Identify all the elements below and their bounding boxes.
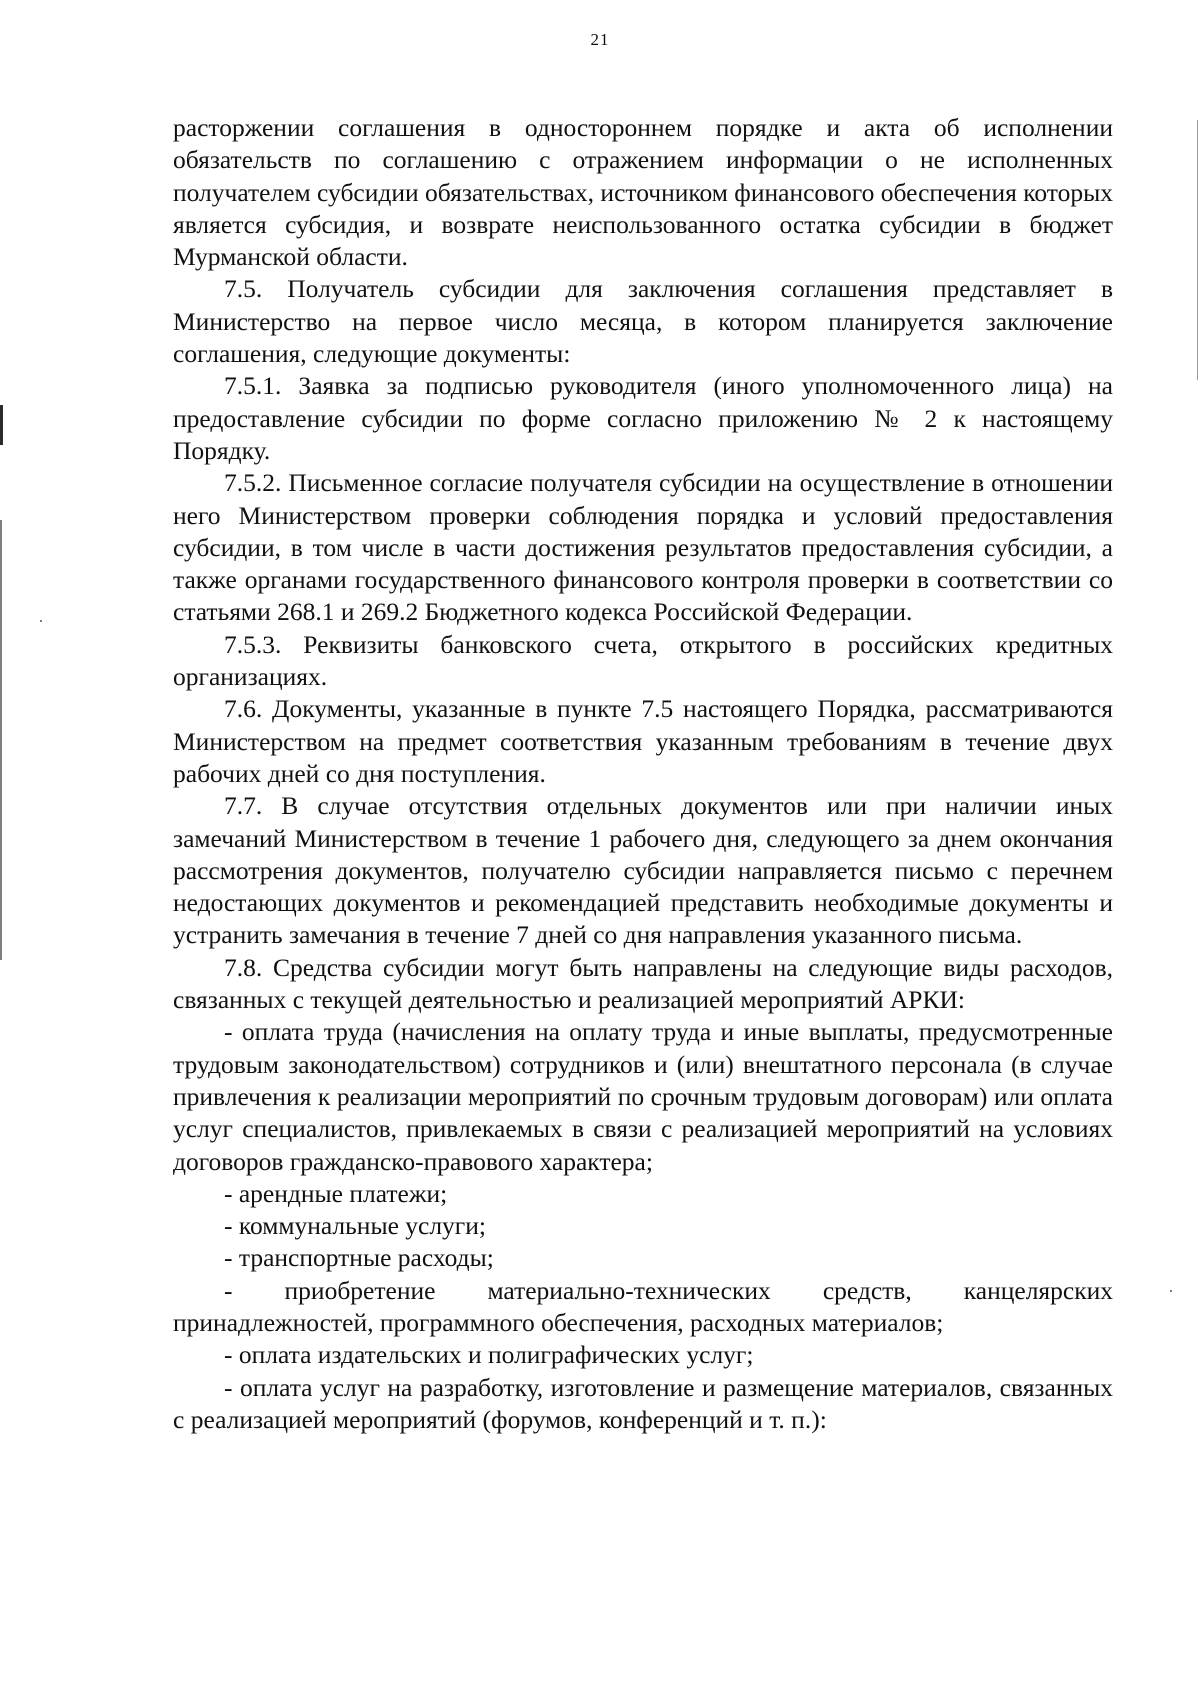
scan-edge-mark	[0, 405, 3, 445]
paragraph-7-5: 7.5. Получатель субсидии для заключения соглашения представляет в Министерство на первое число месяца, в котором планируется заключение соглашения, следующие документы:	[173, 274, 1113, 369]
paragraph-continuation: расторжении соглашения в одностороннем порядке и акта об исполнении обязательств по соглашению с отражением информации о не исполненных получателем субсидии обязательствах, источником финансового обеспечения которых является субсидия, и возврате неиспользованного остатка субсидии в бюджет Мурманской области.	[173, 113, 1113, 272]
list-item-transport: - транспортные расходы;	[224, 1243, 494, 1273]
list-item-labor-payment: - оплата труда (начисления на оплату труда и иные выплаты, предусмотренные трудовым законодательством) сотрудников и (или) внештатного персонала (в случае привлечения к реализации мероприятий по срочным трудовым договорам) или оплата услуг специалистов, привлекаемых в связи с реализацией мероприятий на условиях договоров гражданско-правового характера;	[173, 1017, 1113, 1176]
list-item-printing: - оплата издательских и полиграфических услуг;	[224, 1340, 754, 1370]
paragraph-7-7: 7.7. В случае отсутствия отдельных документов или при наличии иных замечаний Министерством в течение 1 рабочего дня, следующего за днем окончания рассмотрения документов, получателю субсидии направляется письмо с перечнем недостающих документов и рекомендацией представить необходимые документы и устранить замечания в течение 7 дней со дня направления указанного письма.	[173, 791, 1113, 950]
scan-edge-mark	[0, 520, 2, 960]
list-item-rent: - арендные платежи;	[224, 1178, 448, 1208]
paragraph-7-5-1: 7.5.1. Заявка за подписью руководителя (иного уполномоченного лица) на предоставление субсидии по форме согласно приложению № 2 к настоящему Порядку.	[173, 371, 1113, 465]
paragraph-7-5-2: 7.5.2. Письменное согласие получателя субсидии на осуществление в отношении него Министерством проверки соблюдения порядка и условий предоставления субсидии, в том числе в части достижения результатов предоставления субсидии, а также органами государственного финансового контроля проверки в соответствии со статьями 268.1 и 269.2 Бюджетного кодекса Российской Федерации.	[173, 468, 1113, 627]
paragraph-7-5-3: 7.5.3. Реквизиты банковского счета, открытого в российских кредитных организациях.	[173, 629, 1113, 692]
scan-speck	[40, 620, 42, 622]
list-item-materials-development: - оплата услуг на разработку, изготовление и размещение материалов, связанных с реализацией мероприятий (форумов, конференций и т. п.):	[173, 1372, 1113, 1434]
list-item-equipment: - приобретение материально-технических средств, канцелярских принадлежностей, программного обеспечения, расходных материалов;	[173, 1275, 1113, 1337]
scan-edge-mark	[1197, 120, 1198, 380]
paragraph-7-6: 7.6. Документы, указанные в пункте 7.5 настоящего Порядка, рассматриваются Министерством на предмет соответствия указанным требованиям в течение двух рабочих дней со дня поступления.	[173, 694, 1113, 788]
scan-speck	[1170, 1290, 1172, 1292]
list-item-utilities: - коммунальные услуги;	[224, 1211, 486, 1241]
page-number: 21	[590, 30, 610, 49]
document-body	[173, 112, 1113, 1436]
paragraph-7-8: 7.8. Средства субсидии могут быть направлены на следующие виды расходов, связанных с текущей деятельностью и реализацией мероприятий АРКИ:	[173, 952, 1113, 1015]
